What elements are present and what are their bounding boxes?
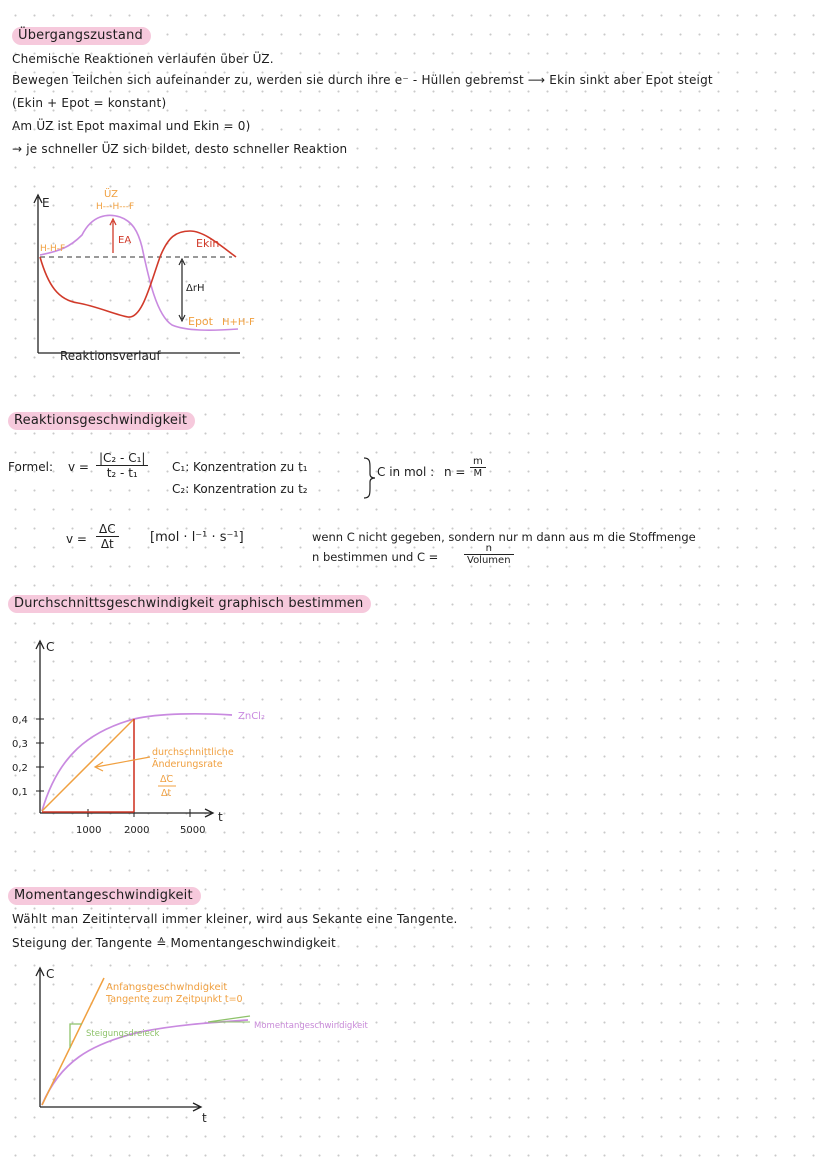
x-tick-label: 1000: [76, 825, 102, 836]
annotation-num: ΔC: [160, 774, 174, 785]
c-in-mol: C in mol :: [377, 465, 435, 479]
note-numerator: n: [464, 543, 514, 555]
product-label: H+H-F: [222, 317, 255, 328]
initial-tangent-line: [42, 978, 104, 1105]
text-line: Wählt man Zeitintervall immer kleiner, wird aus Sekante eine Tangente.: [12, 912, 458, 926]
definition-c2: C₂: Konzentration zu t₂: [172, 482, 308, 496]
y-tick-label: 0,1: [12, 787, 28, 798]
section-title-momentangeschwindigkeit: Momentangeschwindigkeit: [8, 887, 201, 905]
text-line: Chemische Reaktionen verlaufen über ÜZ.: [12, 52, 274, 66]
unit-label: [mol · l⁻¹ · s⁻¹]: [150, 530, 244, 545]
delta-fraction: [96, 522, 119, 551]
transition-formula: H---H---F: [96, 202, 135, 212]
x-axis-label: t: [202, 1111, 207, 1125]
section-title-durchschnittsgeschwindigkeit: Durchschnittsgeschwindigkeit graphisch bestimmen: [8, 595, 371, 613]
y-axis-label: E: [42, 196, 50, 210]
note-fraction: [464, 543, 514, 566]
start-label: H-H-F: [40, 244, 66, 254]
ekin-label: Ekin: [196, 237, 220, 250]
anfang-label: Anfangsgeschwindigkeit: [106, 982, 228, 993]
series-label: ZnCl₂: [238, 711, 265, 722]
text-line: Steigung der Tangente ≙ Momentangeschwindigkeit: [12, 936, 336, 950]
text-line: (Ekin + Epot = konstant): [12, 96, 167, 110]
v-equals: v =: [68, 460, 89, 474]
formel-label: Formel:: [8, 460, 53, 474]
y-tick-label: 0,4: [12, 715, 28, 726]
epot-label: Epot: [188, 315, 213, 328]
x-tick-label: 5000: [180, 825, 206, 836]
x-axis-label: t: [218, 810, 223, 824]
note-line-2: n bestimmen und C =: [312, 550, 439, 564]
note-denominator: Volumen: [467, 555, 511, 566]
x-axis-label: Reaktionsverlauf: [60, 349, 161, 363]
formula-denominator: t₂ - t₁: [106, 466, 138, 480]
y-axis-label: C: [46, 967, 55, 981]
annotation-line: Änderungsrate: [152, 759, 223, 770]
formula-numerator: |C₂ - C₁|: [96, 451, 148, 466]
anfang-label-2: Tangente zum Zeitpunkt t=0: [106, 994, 243, 1005]
annotation-line: durchschnittliche: [152, 747, 234, 758]
delta-label: ΔrH: [186, 283, 205, 294]
section-title-reaktionsgeschwindigkeit: Reaktionsgeschwindigkeit: [8, 412, 195, 430]
y-tick-label: 0,2: [12, 763, 28, 774]
n-numerator: m: [470, 456, 486, 468]
y-tick-label: 0,3: [12, 739, 28, 750]
delta-denominator: Δt: [100, 537, 114, 551]
definition-c1: C₁: Konzentration zu t₁: [172, 460, 308, 474]
moment-label: Momentangeschwindigkeit: [254, 1021, 368, 1031]
steigung-label: Steigungsdreieck: [86, 1029, 160, 1039]
annotation-arrow: [96, 757, 150, 767]
energy-diagram: [0, 175, 300, 365]
n-fraction: [470, 456, 486, 479]
note-line-1: wenn C nicht gegeben, sondern nur m dann aus m die Stoffmenge: [312, 530, 696, 544]
n-denominator: M: [473, 468, 483, 479]
instantaneous-rate-chart: [0, 962, 400, 1125]
n-equals: n =: [444, 465, 466, 479]
y-axis-label: C: [46, 640, 55, 654]
secant-line: [42, 719, 134, 811]
section-title-uebergangszustand: Übergangszustand: [12, 27, 151, 45]
text-line: → je schneller ÜZ sich bildet, desto schneller Reaktion: [12, 142, 348, 156]
v-equals-2: v =: [66, 532, 87, 546]
epot-curve: [40, 215, 238, 330]
annotation-den: Δt: [161, 788, 172, 799]
x-tick-label: 2000: [124, 825, 150, 836]
text-line: Am ÜZ ist Epot maximal und Ekin = 0): [12, 119, 251, 133]
transition-label: ÜZ: [104, 189, 118, 200]
formula-fraction: [96, 451, 148, 480]
delta-numerator: ΔC: [96, 522, 119, 537]
average-rate-chart: [0, 635, 300, 845]
text-line: Bewegen Teilchen sich aufeinander zu, werden sie durch ihre e⁻ - Hüllen gebremst ⟶ Ekin sinkt aber Epot steigt: [12, 73, 713, 87]
ea-label: EA: [118, 235, 132, 246]
